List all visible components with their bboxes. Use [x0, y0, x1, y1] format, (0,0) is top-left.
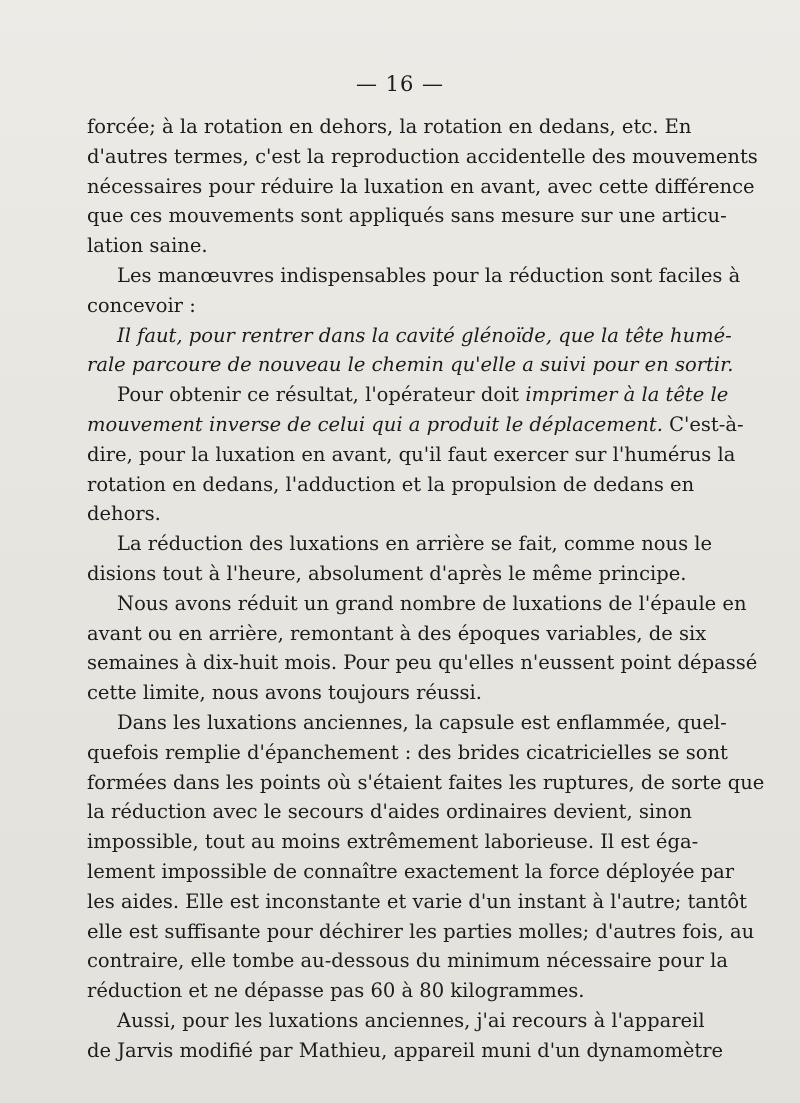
- text-line: rale parcoure de nouveau le chemin qu'elle a suivi pour en sortir.: [87, 353, 734, 377]
- italic-run: mouvement inverse de celui qui a produit le déplacement.: [87, 412, 663, 436]
- text-line: d'autres termes, c'est la reproduction accidentelle des mouvements: [87, 144, 758, 168]
- text-line: Aussi, pour les luxations anciennes, j'ai recours à l'appareil: [117, 1008, 705, 1032]
- text-line: avant ou en arrière, remontant à des époques variables, de six: [87, 621, 707, 645]
- text-line: elle est suffisante pour déchirer les parties molles; d'autres fois, au: [87, 919, 755, 943]
- text-run: Pour obtenir ce résultat, l'opérateur doit: [117, 383, 526, 407]
- text-line: semaines à dix-huit mois. Pour peu qu'elles n'eussent point dépassé: [87, 651, 758, 675]
- text-line: cette limite, nous avons toujours réussi.: [87, 681, 482, 705]
- text-line: rotation en dedans, l'adduction et la propulsion de dedans en: [87, 472, 695, 496]
- text-line: les aides. Elle est inconstante et varie d'un instant à l'autre; tantôt: [87, 889, 747, 913]
- text-line: formées dans les points où s'étaient faites les ruptures, de sorte que: [87, 770, 765, 794]
- text-line: impossible, tout au moins extrêmement laborieuse. Il est éga-: [87, 830, 699, 854]
- text-line: Dans les luxations anciennes, la capsule est enflammée, quel-: [117, 710, 727, 734]
- text-line: disions tout à l'heure, absolument d'après le même principe.: [87, 561, 687, 585]
- text-line: dehors.: [87, 502, 161, 526]
- text-run: C'est-à-: [662, 412, 744, 436]
- text-line: lement impossible de connaître exactement la force déployée par: [87, 859, 735, 883]
- text-line: Les manœuvres indispensables pour la réduction sont faciles à: [117, 263, 741, 287]
- text-line: Nous avons réduit un grand nombre de luxations de l'épaule en: [117, 591, 747, 615]
- text-line: dire, pour la luxation en avant, qu'il faut exercer sur l'humérus la: [87, 442, 736, 466]
- text-line: [87, 410, 744, 440]
- text-line: que ces mouvements sont appliqués sans mesure sur une articu-: [87, 204, 727, 228]
- text-line: lation saine.: [87, 234, 208, 258]
- text-line: de Jarvis modifié par Mathieu, appareil muni d'un dynamomètre: [87, 1038, 724, 1062]
- text-line: quefois remplie d'épanchement : des brides cicatricielles se sont: [87, 740, 728, 764]
- text-line: nécessaires pour réduire la luxation en avant, avec cette différence: [87, 174, 755, 198]
- italic-run: imprimer à la tête le: [525, 383, 729, 407]
- page-number: — 16 —: [355, 72, 445, 96]
- text-line: la réduction avec le secours d'aides ordinaires devient, sinon: [87, 800, 692, 824]
- text-line: [87, 380, 729, 410]
- text-line: concevoir :: [87, 293, 196, 317]
- body-text: [87, 112, 765, 1066]
- text-line: La réduction des luxations en arrière se fait, comme nous le: [117, 532, 713, 556]
- text-line: Il faut, pour rentrer dans la cavité glénoïde, que la tête humé-: [117, 323, 732, 347]
- text-line: contraire, elle tombe au-dessous du minimum nécessaire pour la: [87, 949, 729, 973]
- text-line: réduction et ne dépasse pas 60 à 80 kilogrammes.: [87, 979, 585, 1003]
- text-line: forcée; à la rotation en dehors, la rotation en dedans, etc. En: [87, 115, 692, 138]
